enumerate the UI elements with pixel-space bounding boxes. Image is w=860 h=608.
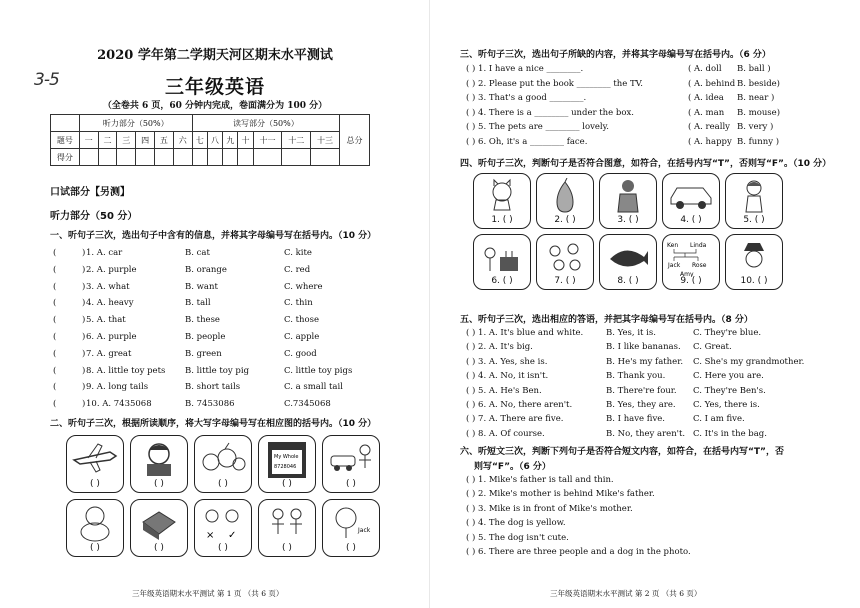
exam-subtitle: （全卷共 6 页，60 分钟内完成，卷面满分为 100 分）	[102, 101, 328, 111]
option-c: C. Great.	[693, 342, 732, 353]
car-kid-picture	[322, 435, 380, 493]
option-a: ( ) 4. A. No, it isn't.	[466, 371, 549, 382]
option-a: ( A. man	[688, 107, 725, 118]
kids-picture	[258, 499, 316, 557]
score-cell[interactable]	[192, 149, 207, 166]
option-b: B. 7453086	[185, 399, 235, 410]
listening-label: 听力部分（50%）	[79, 115, 192, 132]
question-number-cell: 九	[223, 132, 238, 149]
chicks-picture	[536, 234, 594, 290]
option-a: 6. A. purple	[86, 332, 137, 342]
pic-answer: 9. ( )	[680, 276, 702, 286]
pic-answer: ( )	[282, 479, 292, 489]
option-b: B. near )	[737, 93, 775, 104]
pic-answer: 5. ( )	[743, 215, 765, 225]
option-c: C. Here you are.	[693, 371, 764, 382]
fruits-picture	[194, 435, 252, 493]
option-b: B. orange	[185, 264, 227, 275]
option-c: C. red	[284, 264, 311, 275]
sentence: ( ) 1. I have a nice ________.	[466, 64, 584, 74]
answer-paren-close: )	[82, 365, 86, 376]
option-c: C. thin	[284, 298, 313, 309]
score-table	[50, 114, 370, 166]
option-c: C. little toy pigs	[284, 365, 353, 376]
question-number-cell: 十	[238, 132, 253, 149]
card-picture	[258, 435, 316, 493]
linda-label: Linda	[690, 242, 707, 249]
section3-title: 三、听句子三次，选出句子所缺的内容，并将其字母编号写在括号内。（6 分）	[460, 50, 771, 60]
score-cell[interactable]	[207, 149, 222, 166]
option-b: B. Yes, it is.	[606, 328, 656, 338]
option-a: ( ) 8. A. Of course.	[466, 428, 545, 439]
reading-label: 读写部分（50%）	[192, 115, 339, 132]
sentence: ( ) 4. There is a ________ under the box.	[466, 107, 634, 118]
score-cell[interactable]	[117, 149, 136, 166]
grade-title: 三年级英语	[164, 76, 265, 98]
question-number-cell: 五	[155, 132, 174, 149]
pic-answer: ( )	[346, 543, 356, 553]
answer-paren-open: (	[53, 399, 57, 410]
question-number-cell: 八	[207, 132, 222, 149]
score-cell[interactable]	[311, 149, 340, 166]
option-c: C. a small tail	[284, 382, 343, 393]
amy-label: Amy	[680, 271, 694, 277]
option-a: ( ) 2. A. It's big.	[466, 342, 533, 353]
section1-title: 一、听句子三次，选出句子中含有的信息，并将其字母编号写在括号内。（10 分）	[50, 231, 377, 241]
option-b: B. short tails	[185, 382, 241, 393]
jack-picture	[322, 499, 380, 557]
pic-answer: 10. ( )	[740, 276, 768, 286]
option-b: B. green	[185, 348, 222, 359]
car-picture	[662, 173, 720, 229]
score-cell[interactable]	[238, 149, 253, 166]
score-cell[interactable]	[223, 149, 238, 166]
option-b: B. I have five.	[606, 414, 665, 425]
card-name: My Whole	[274, 454, 299, 460]
man-hat-picture	[725, 234, 783, 290]
pic-answer: 3. ( )	[617, 215, 639, 225]
question-number-cell: 十二	[282, 132, 311, 149]
pic-answer: ( )	[282, 543, 292, 553]
option-a: ( ) 3. A. Yes, she is.	[466, 356, 548, 367]
answer-paren-open: (	[53, 315, 57, 326]
sentence: ( ) 2. Please put the book ________ the TV.	[466, 78, 644, 89]
sentence: ( ) 5. The pets are ________ lovely.	[466, 122, 610, 133]
answer-paren-open: (	[53, 248, 57, 258]
option-b: B. Thank you.	[606, 371, 666, 382]
option-b: B. Yes, they are.	[606, 400, 676, 410]
option-c: C. It's in the bag.	[693, 428, 767, 439]
option-c: C. They're Ben's.	[693, 385, 766, 396]
option-b: B. funny )	[737, 137, 780, 147]
question-number-cell: 二	[98, 132, 117, 149]
footer-page1: 三年级英语期末水平测试 第 1 页 （共 6 页）	[132, 589, 284, 598]
option-b: B. There're four.	[606, 385, 677, 396]
statement: ( ) 6. There are three people and a dog in the photo.	[466, 547, 691, 557]
answer-paren-close: )	[82, 298, 86, 309]
option-c: C. good	[284, 348, 317, 359]
option-c: C. apple	[284, 332, 320, 342]
statement: ( ) 5. The dog isn't cute.	[466, 532, 569, 543]
option-c: C. I am five.	[693, 414, 745, 425]
cat-picture	[473, 173, 531, 229]
rose-label: Rose	[692, 262, 707, 269]
score-cell[interactable]	[136, 149, 155, 166]
svg-text:✓: ✓	[228, 530, 237, 541]
option-b: B. ball )	[737, 64, 771, 74]
jack-tree-label: Jack	[668, 262, 681, 269]
option-c: C. They're blue.	[693, 328, 762, 338]
statement: ( ) 3. Mike is in front of Mike's mother.	[466, 503, 633, 514]
section2-pictures	[66, 435, 380, 557]
answer-paren-close: )	[82, 399, 86, 410]
statement: ( ) 1. Mike's father is tall and thin.	[466, 475, 614, 485]
exam-title: 2020 学年第二学期天河区期末水平测试	[97, 48, 333, 63]
option-c: C. Yes, there is.	[693, 400, 760, 410]
answer-paren-open: (	[53, 264, 57, 275]
family-tree-picture	[662, 234, 720, 290]
box-picture	[130, 499, 188, 557]
option-a: ( ) 1. A. It's blue and white.	[466, 328, 584, 338]
option-b: B. little toy pig	[185, 365, 250, 376]
option-c: C.7345068	[284, 399, 331, 410]
hearts-picture	[194, 499, 252, 557]
option-a: 4. A. heavy	[86, 298, 134, 309]
question-number-cell: 十一	[253, 132, 282, 149]
answer-paren-open: (	[53, 298, 57, 309]
whale-picture	[599, 234, 657, 290]
statement: ( ) 4. The dog is yellow.	[466, 518, 566, 529]
question-number-cell: 三	[117, 132, 136, 149]
option-a: ( ) 5. A. He's Ben.	[466, 385, 542, 396]
option-a: 5. A. that	[86, 315, 126, 326]
pic-answer: 2. ( )	[554, 215, 576, 225]
section5-title: 五、听句子三次，选出相应的答语，并把其字母编号写在括号内。（8 分）	[460, 315, 753, 325]
option-a: ( A. doll	[688, 64, 722, 74]
ken-label: Ken	[667, 242, 679, 249]
score-cell[interactable]	[155, 149, 174, 166]
option-b: B. very )	[737, 122, 774, 133]
score-cell[interactable]	[173, 149, 192, 166]
option-c: C. kite	[284, 248, 312, 258]
option-c: C. She's my grandmother.	[693, 356, 805, 367]
option-b: B. beside)	[737, 78, 780, 89]
question-label: 题号	[51, 132, 80, 149]
airplane-picture	[66, 435, 124, 493]
score-cell[interactable]	[282, 149, 311, 166]
option-a: 10. A. 7435068	[86, 399, 152, 410]
fat-boy-picture	[66, 499, 124, 557]
pic-answer: 1. ( )	[491, 215, 513, 225]
score-cell[interactable]	[253, 149, 282, 166]
pear-picture	[536, 173, 594, 229]
total-label: 总分	[340, 115, 370, 166]
score-label: 得分	[51, 149, 80, 166]
answer-paren-open: (	[53, 348, 57, 359]
right-page	[430, 0, 860, 608]
sentence: ( ) 6. Oh, it's a ________ face.	[466, 137, 588, 147]
answer-paren-close: )	[82, 315, 86, 326]
option-a: 8. A. little toy pets	[86, 365, 166, 376]
score-cell[interactable]	[79, 149, 98, 166]
pic-answer: ( )	[154, 479, 164, 489]
option-a: ( A. really	[688, 122, 730, 133]
option-a: ( ) 7. A. There are five.	[466, 414, 564, 425]
option-a: 7. A. great	[86, 348, 132, 359]
handwritten-note: 3-5	[34, 70, 59, 90]
answer-paren-close: )	[82, 332, 86, 342]
option-b: B. cat	[185, 248, 210, 258]
section4-pictures	[473, 173, 783, 290]
score-cell[interactable]	[98, 149, 117, 166]
option-a: ( ) 6. A. No, there aren't.	[466, 400, 573, 410]
answer-paren-close: )	[82, 348, 86, 359]
answer-paren-open: (	[53, 332, 57, 342]
option-b: B. tall	[185, 298, 211, 309]
card-number: 8728046	[274, 464, 297, 470]
option-b: B. I like bananas.	[606, 342, 681, 353]
option-c: C. those	[284, 315, 320, 326]
answer-paren-open: (	[53, 365, 57, 376]
option-a: 9. A. long tails	[86, 382, 149, 393]
question-number-cell: 四	[136, 132, 155, 149]
blank-cell	[51, 115, 80, 132]
option-a: 2. A. purple	[86, 264, 137, 275]
pic-answer: ( )	[90, 479, 100, 489]
cake-picture	[473, 234, 531, 290]
option-a: ( A. idea	[688, 93, 724, 104]
answer-paren-close: )	[82, 281, 86, 292]
woman-picture	[599, 173, 657, 229]
sentence: ( ) 3. That's a good ________.	[466, 93, 587, 104]
option-c: C. where	[284, 281, 323, 292]
option-a: ( A. behind	[688, 78, 736, 89]
question-number-cell: 六	[173, 132, 192, 149]
option-b: B. No, they aren't.	[606, 428, 686, 439]
answer-paren-close: )	[82, 382, 86, 393]
pic-answer: ( )	[218, 543, 228, 553]
pic-answer: ( )	[218, 479, 228, 489]
answer-paren-open: (	[53, 382, 57, 393]
answer-paren-open: (	[53, 281, 57, 292]
option-a: 1. A. car	[86, 248, 123, 258]
answer-paren-close: )	[82, 248, 86, 258]
option-b: B. He's my father.	[606, 356, 684, 367]
listening-heading: 听力部分（50 分）	[50, 211, 138, 222]
option-a: 3. A. what	[86, 281, 130, 292]
pic-answer: ( )	[346, 479, 356, 489]
boy-picture	[130, 435, 188, 493]
option-b: B. people	[185, 332, 226, 342]
section6-title-cont: 则写“F”。（6 分）	[474, 462, 551, 472]
oral-heading: 口试部分【另测】	[50, 187, 130, 198]
section6-title: 六、听短文三次，判断下列句子是否符合短文内容，如符合，在括号内写“T”，否	[460, 447, 784, 457]
option-b: B. these	[185, 315, 220, 326]
jack-label: Jack	[358, 527, 371, 534]
pic-answer: 8. ( )	[617, 276, 639, 286]
statement: ( ) 2. Mike's mother is behind Mike's father.	[466, 489, 655, 500]
pic-answer: 4. ( )	[680, 215, 702, 225]
pic-answer: 6. ( )	[491, 276, 513, 286]
pic-answer: ( )	[90, 543, 100, 553]
section4-title: 四、听句子三次，判断句子是否符合图意，如符合，在括号内写“T”，否则写“F”。（10 分）	[460, 159, 832, 169]
question-number-cell: 七	[192, 132, 207, 149]
pic-answer: 7. ( )	[554, 276, 576, 286]
question-number-cell: 一	[79, 132, 98, 149]
option-b: B. mouse)	[737, 107, 781, 118]
option-a: ( A. happy	[688, 137, 732, 147]
svg-text:×: ×	[206, 530, 215, 541]
answer-paren-close: )	[82, 264, 86, 275]
pic-answer: ( )	[154, 543, 164, 553]
section2-title: 二、听句子三次，根据所读顺序，将大写字母编号写在相应图的括号内。（10 分）	[50, 419, 377, 429]
footer-page2: 三年级英语期末水平测试 第 2 页 （共 6 页）	[550, 589, 702, 598]
question-number-cell: 十三	[311, 132, 340, 149]
option-b: B. want	[185, 281, 218, 292]
girl-picture	[725, 173, 783, 229]
